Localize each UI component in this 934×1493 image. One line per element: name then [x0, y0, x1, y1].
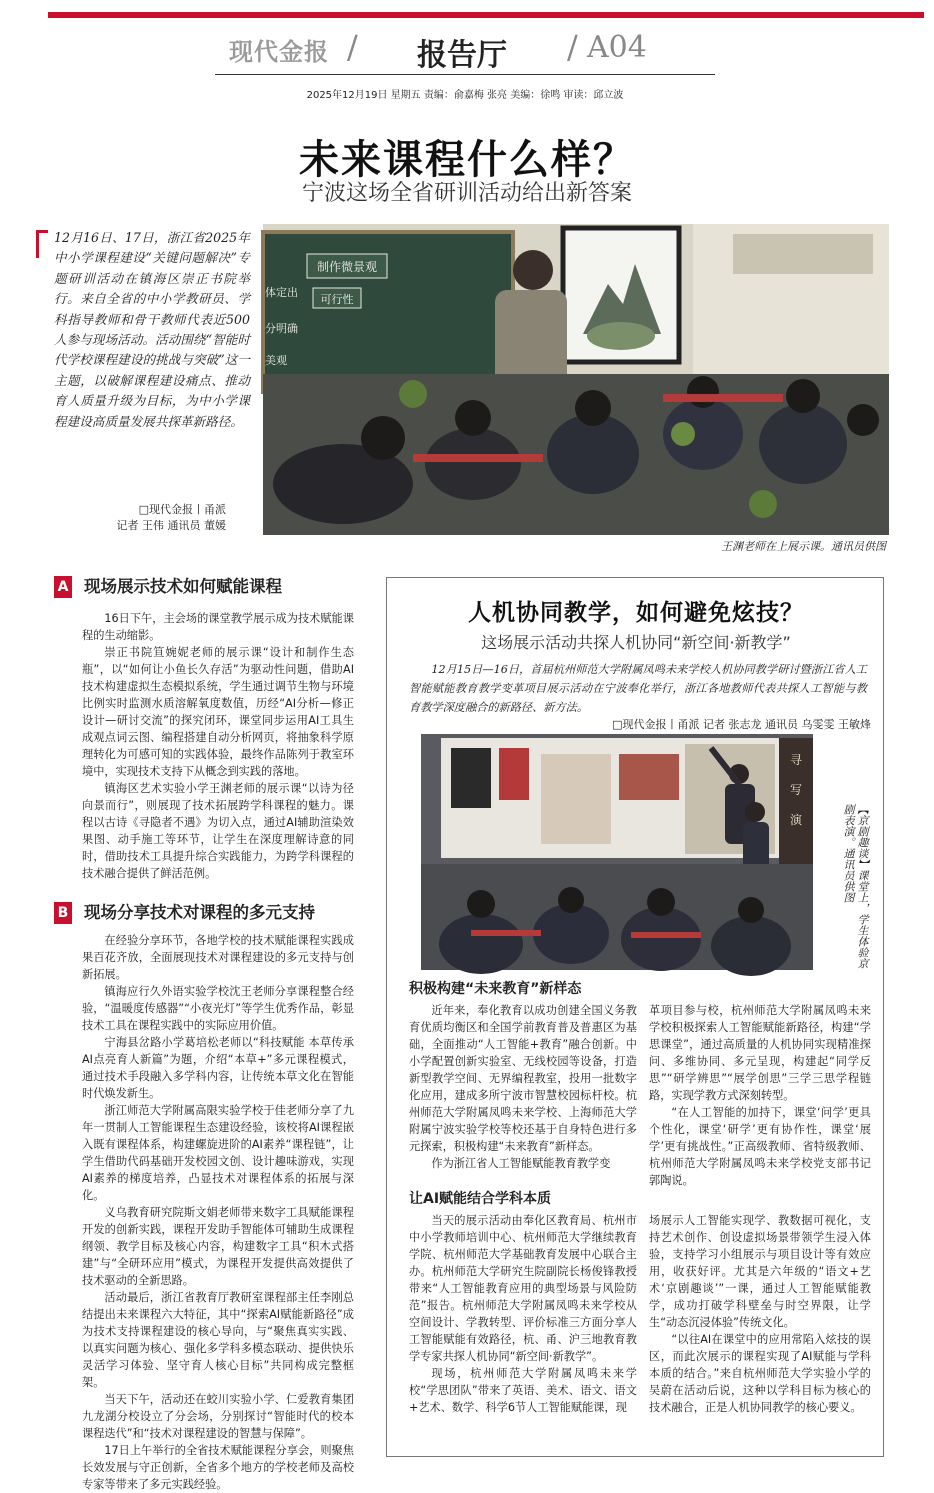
masthead: [215, 28, 715, 72]
main-headline: 未来课程什么样？: [299, 137, 635, 183]
sidebar-sub2-right-column: [649, 1212, 871, 1416]
opera-class-photo-illustration: [421, 734, 813, 970]
paragraph: 现场，杭州师范大学附属凤鸣未来学校“学思团队”带来了英语、美术、语文、语文+艺术、数学、科学6节人工智能赋能课，现: [409, 1367, 637, 1414]
paragraph: 当天下午，活动还在蛟川实验小学、仁爱教育集团九龙湖分校设立了分会场，分别探讨“智能时代的校本课程迭代”和“技术对课程建设的智慧与保障”。: [82, 1393, 354, 1440]
paragraph: 浙江师范大学附属高限实验学校于佳老师分享了九年一贯制人工智能课程生态建设经验，该校将AI课程嵌入既有课程体系，构建螺旋进阶的AI素养“课程链”，让学生借助代码基础开发校园文创、设计趣味游戏，实现AI素养的梯度培养，凸显技术对课程体系的拓展与深化。: [82, 1104, 354, 1202]
top-red-bar: [48, 12, 924, 18]
byline-outlet: □现代金报丨甬派: [138, 503, 226, 516]
classroom-photo-illustration: [263, 224, 889, 535]
masthead-rule: [215, 74, 715, 75]
sidebar-sub1-title: 积极构建“未来教育”新样态: [409, 981, 582, 997]
board-label-5: 美观: [265, 354, 287, 367]
lead-paragraph: 12月16日、17日，浙江省2025年中小学课程建设“关键问题解决”专题研训活动在镇海区崇正书院举行。来自全省的中小学教研员、学科指导教师和骨干教师代表近500人参与现场活动。活动围绕“智能时代学校课程建设的挑战与突破”这一主题，以破解课程建设痛点、推动育人质量升级为目标，为中小学课程建设高质量发展共探革新路径。: [54, 230, 250, 429]
sidebar-byline: □现代金报丨甬派 记者 张志龙 通讯员 乌雯雯 王敏烽: [612, 718, 871, 731]
paragraph: “在人工智能的加持下，课堂‘问学’更具个性化，课堂‘研学’更有协作性，课堂‘展学’更有挑战性。”正高级教师、省特级教师、杭州师范大学附属凤鸣未来学校党支部书记郭陶说。: [649, 1106, 871, 1187]
paragraph: 镇海应行久外语实验学校沈王老师分享课程整合经验，“温暖度传感器”“小夜光灯”等学生优秀作品，彰显技术工具在课程实践中的实际应用价值。: [82, 985, 354, 1032]
main-subhead: 宁波这场全省研训活动给出新答案: [301, 181, 632, 206]
section-a-header: [54, 576, 354, 598]
sidebar-sub2-title: 让AI赋能结合学科本质: [409, 1191, 552, 1207]
sidebar-title: 人机协同教学，如何避免炫技？: [468, 600, 804, 626]
masthead-divider: /: [567, 28, 578, 66]
paragraph: 16日下午，主会场的课堂教学展示成为技术赋能课程的生动缩影。: [82, 612, 354, 642]
sidebar-box: [386, 577, 884, 1457]
paragraph: 镇海区艺术实验小学王渊老师的展示课“以诗为径 向景而行”，则展现了技术拓展跨学科课程的魅力。课程以古诗《寻隐者不遇》为切入点，通过AI辅助渲染效果图、动手施工等环节，让学生在深度理解诗意的同时，借助技术工具提升综合实践能力，为跨学科课程的技术融合提供了鲜活范例。: [82, 782, 354, 880]
paragraph: 场展示人工智能实现学、教数据可视化，支持艺术创作、创设虚拟场景带领学生浸入体验，支持学习小组展示与项目设计等有效应用，收获好评。尤其是六年级的“语文+艺术‘京剧趣谈’”一课，通过人工智能赋能教学，成功打破学科壁垒与时空界限，让学生“动态沉浸体验”传统文化。: [649, 1214, 871, 1329]
masthead-divider: /: [347, 28, 358, 66]
classroom-photo: [263, 224, 889, 535]
dateline: 2025年12月19日 星期五 责编：俞嘉梅 张亮 美编：徐鸣 审读：邱立波: [306, 90, 624, 101]
byline: [54, 502, 226, 534]
sidebar-subtitle: 这场展示活动共探人机协同“新空间·新教学”: [481, 633, 791, 652]
board-label-4: 分明确: [265, 322, 298, 335]
sidebar-lead: 12月15日—16日，首届杭州师范大学附属凤鸣未来学校人机协同教学研讨暨浙江省人工智能赋能教育教学变革项目展示活动在宁波奉化举行，浙江各地教师代表共探人工智能与教育教学深度融合的新路径、新方法。: [409, 663, 867, 714]
section-b-body: [82, 932, 354, 1493]
photo-caption: 王渊老师在上展示课。通讯员供图: [721, 540, 886, 553]
paragraph: 近年来，奉化教育以成功创建全国义务教育优质均衡区和全国学前教育普及普惠区为基础，全面推动“人工智能+教育”融合创新。中小学配置创新实验室、无线校园等设备，打造新型教学空间、无界编程教室，投用一批数字化应用，建成多所宁波市智慧校园标杆校。杭州师范大学附属凤鸣未来学校、上海师范大学附属宁波实验学校等校还基于自身特色进行多元探索，积极构建“未来教育”新样态。: [409, 1004, 637, 1153]
sidebar-sub1-right-column: [649, 1002, 871, 1189]
section-a-badge: A: [54, 576, 72, 598]
paragraph: 崇正书院笪婉妮老师的展示课“设计和制作生态瓶”，以“如何让小鱼长久存活”为驱动性问题，借助AI技术构建虚拟生态模拟系统，学生通过调节生物与环境比例实时监测水质溶解氧度数值，历经“AI分析—修正设计—研讨交流”的探究闭环，课堂同步运用AI工具生成观点词云图、编程搭建自动分析网页，将抽象科学原理转化为可感可知的实践体验，最终作品陈列于教室环境中，实现技术支持下从概念到实践的落地。: [82, 646, 354, 778]
section-name: 报告厅: [417, 38, 507, 73]
paragraph: 17日上午举行的全省技术赋能课程分享会，则聚焦长效发展与守正创新，全省多个地方的学校老师及高校专家等带来了多元实践经验。: [82, 1444, 354, 1491]
paragraph: 革项目参与校，杭州师范大学附属凤鸣未来学校积极探索人工智能赋能新路径，构建“学思课堂”，通过高质量的人机协同实现精准探问、多维协同、多元呈现，构建起“同学反思”“研学辨思”“展学创思”三学三思学程链路，实现学教方式深刻转型。: [649, 1004, 871, 1102]
section-b-header: [54, 902, 354, 924]
paragraph: 活动最后，浙江省教育厅教研室课程部主任李刚总结提出未来课程六大特征，其中“探索AI赋能新路径”成为技术支持课程建设的核心导向，与“聚焦真实实践、以真实问题为核心、强化多学科多模态联动、提供快乐灵活学习体验、坚守育人核心目标”共同构成完整框架。: [82, 1291, 354, 1389]
paragraph: 义乌教育研究院斯文娟老师带来数字工具赋能课程开发的创新实践，课程开发助手智能体可辅助生成课程纲领、教学目标及核心内容，构建数字工具“积木式搭建”与“全研环应用”模式，为课程开发提供高效提供了技术驱动的全新思路。: [82, 1206, 354, 1287]
paper-name: 现代金报: [229, 37, 329, 66]
section-b-badge: B: [54, 902, 72, 924]
screen-label-1: 寻: [789, 753, 803, 767]
byline-reporters: 记者 王伟 通讯员 董媛: [116, 519, 226, 532]
sidebar-sub2-left-column: [409, 1212, 637, 1416]
page-number: A04: [587, 30, 647, 65]
screen-label-2: 写: [789, 783, 803, 797]
board-label-3: 体定出: [265, 286, 298, 299]
lead-bracket: [36, 230, 48, 258]
paragraph: 当天的展示活动由奉化区教育局、杭州市中小学教师培训中心、杭州师范大学继续教育学院、杭州师范大学基础教育发展中心联合主办。杭州师范大学研究生院副院长杨俊锋教授带来“人工智能教育应用的典型场景与风险防范”报告。杭州师范大学附属凤鸣未来学校从空间设计、学教转型、评价标准三方面分享人工智能赋能有效路径，杭、甬、沪三地教育教学专家共探人机协同“新空间·新教学”。: [409, 1214, 637, 1363]
opera-class-photo: [421, 734, 813, 970]
screen-label-3: 演: [789, 813, 803, 827]
paragraph: 在经验分享环节，各地学校的技术赋能课程实践成果百花齐放，全面展现技术对课程建设的多元支持与创新拓展。: [82, 934, 354, 981]
section-a-title: 现场展示技术如何赋能课程: [84, 577, 282, 596]
sidebar-sub1-left-column: [409, 1002, 637, 1172]
paragraph: “以往AI在课堂中的应用常陷入炫技的误区，而此次展示的课程实现了AI赋能与学科本质的结合。”来自杭州师范大学实验小学的吴蔚在活动后说，这种以学科目标为核心的技术融合，正是人机协同教学的核心要义。: [649, 1333, 871, 1414]
section-b-title: 现场分享技术对课程的多元支持: [84, 903, 315, 922]
sidebar-photo-caption: 【京剧趣谈】课堂上，学生体验京剧表演。通讯员供图: [842, 804, 869, 969]
section-a-body: [82, 610, 354, 882]
paragraph: 宁海县岔路小学葛培松老师以“科技赋能 本草传承 AI点亮育人新篇”为题，介绍“本草+”多元课程模式，通过技术手段融入多学科内容，让传统本草文化在智能时代焕发新生。: [82, 1036, 354, 1100]
board-label-1: 制作微景观: [316, 260, 378, 274]
board-label-2: 可行性: [320, 293, 354, 306]
paragraph: 作为浙江省人工智能赋能教育教学变: [431, 1157, 611, 1170]
